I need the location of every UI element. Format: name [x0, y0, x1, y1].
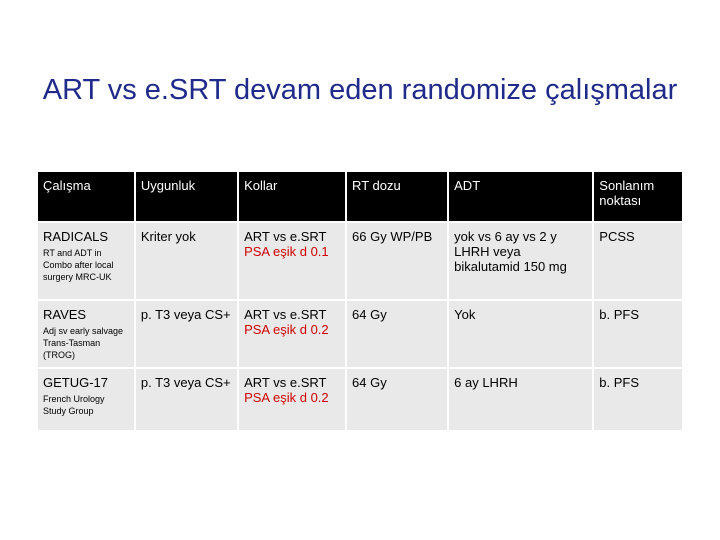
header-cell-rt-dose: RT dozu	[347, 172, 447, 221]
adt-cell: Yok	[449, 301, 592, 367]
trials-table	[36, 170, 684, 432]
psa-threshold: PSA eşik d 0.2	[244, 322, 329, 337]
arms-cell	[239, 223, 345, 299]
study-cell	[38, 223, 134, 299]
table-header-row	[38, 172, 682, 221]
arms-cell	[239, 301, 345, 367]
study-name: RAVES	[43, 307, 87, 322]
arms-cell	[239, 369, 345, 430]
psa-threshold: PSA eşik d 0.1	[244, 244, 329, 259]
eligibility-cell: Kriter yok	[136, 223, 237, 299]
study-detail: French Urology Study Group	[43, 394, 105, 416]
header-cell-endpoint: Sonlanım noktası	[594, 172, 682, 221]
slide-title: ART vs e.SRT devam eden randomize çalışmalar	[42, 74, 678, 106]
rt-dose-cell: 66 Gy WP/PB	[347, 223, 447, 299]
eligibility-cell: p. T3 veya CS+	[136, 301, 237, 367]
study-detail: RT and ADT in Combo after local surgery MRC-UK	[43, 248, 114, 282]
arms-text: ART vs e.SRT	[244, 307, 327, 322]
header-cell-study: Çalışma	[38, 172, 134, 221]
arms-text: ART vs e.SRT	[244, 229, 327, 244]
eligibility-cell: p. T3 veya CS+	[136, 369, 237, 430]
endpoint-cell: PCSS	[594, 223, 682, 299]
study-detail: Adj sv early salvage Trans-Tasman (TROG)	[43, 326, 124, 360]
study-cell	[38, 301, 134, 367]
table-row	[38, 301, 682, 367]
arms-text: ART vs e.SRT	[244, 375, 327, 390]
adt-cell: yok vs 6 ay vs 2 y LHRH veya bikalutamid 150 mg	[449, 223, 592, 299]
rt-dose-cell: 64 Gy	[347, 301, 447, 367]
table-row	[38, 369, 682, 430]
study-cell	[38, 369, 134, 430]
endpoint-cell: b. PFS	[594, 301, 682, 367]
study-name: GETUG-17	[43, 375, 109, 390]
header-cell-adt: ADT	[449, 172, 592, 221]
rt-dose-cell: 64 Gy	[347, 369, 447, 430]
adt-cell: 6 ay LHRH	[449, 369, 592, 430]
header-cell-arms: Kollar	[239, 172, 345, 221]
psa-threshold: PSA eşik d 0.2	[244, 390, 329, 405]
header-cell-eligibility: Uygunluk	[136, 172, 237, 221]
table-row	[38, 223, 682, 299]
study-name: RADICALS	[43, 229, 109, 244]
endpoint-cell: b. PFS	[594, 369, 682, 430]
